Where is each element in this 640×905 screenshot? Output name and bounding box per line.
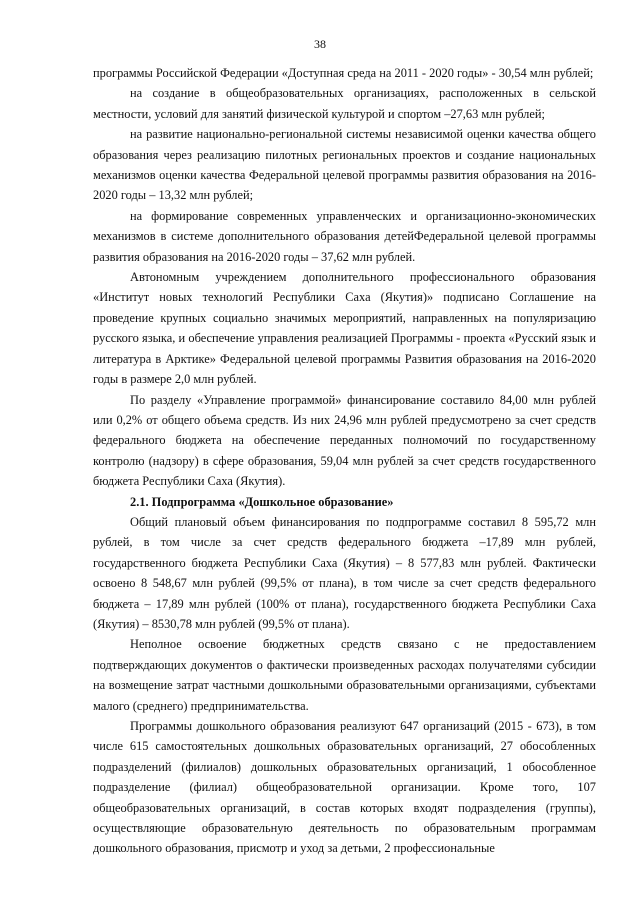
page-body: [93, 63, 596, 859]
paragraph-funding-volume: Общий плановый объем финансирования по подпрограмме составил 8 595,72 млн рублей, в том числе за счет средств федерального бюджета –17,89 млн рублей, государственного бюджета Республики Саха (Якутия) – 8 577,83 млн рублей. Фактически освоено 8 548,67 млн рублей (99,5% от плана), в том числе за счет средств федерального бюджета – 17,89 млн рублей (100% от плана), государственного бюджета Республики Саха (Якутия) – 8530,78 млн рублей (99,5% от плана).: [93, 514, 596, 631]
paragraph-program-management: По разделу «Управление программой» финансирование составило 84,00 млн рублей или 0,2% от общего объема средств. Из них 24,96 млн рублей предусмотрено за счет средств федерального бюджета на обеспечение переданных полномочий по государственному контролю (надзору) в сфере образования, 59,04 млн рублей за счет средств государственного бюджета Республики Саха (Якутия).: [93, 392, 596, 489]
section-heading: 2.1. Подпрограмма «Дошкольное образование»: [130, 494, 394, 509]
page-number: 38: [314, 37, 326, 51]
paragraph-additional-education: на формирование современных управленческих и организационно-экономических механизмов в системе дополнительного образования детейФедеральной целевой программы развития образования на 2016-2020 годы – 37,62 млн рублей.: [93, 208, 596, 264]
paragraph-preschool-organizations: Программы дошкольного образования реализуют 647 организаций (2015 - 673), в том числе 615 самостоятельных дошкольных образовательных организаций, 27 обособленных подразделений (филиалов) дошкольных образовательных организаций, 1 обособленное подразделение (филиал) общеобразовательной организации. Кроме того, 107 общеобразовательных организаций, в состав которых входят подразделения (группы), осуществляющие образовательную деятельность по образовательным программам дошкольного образования, присмотр и уход за детьми, 2 профессиональные: [93, 719, 596, 856]
paragraph-continuation: программы Российской Федерации «Доступная среда на 2011 - 2020 годы» - 30,54 млн рублей;: [93, 66, 594, 80]
paragraph-incomplete-spending: Неполное освоение бюджетных средств связано с не предоставлением подтверждающих документов о фактически произведенных расходах получателями субсидии на возмещение затрат частными дошкольными образовательными организациями, субъектами малого (среднего) предпринимательства.: [93, 637, 596, 713]
paragraph-rural-sports: на создание в общеобразовательных организациях, расположенных в сельской местности, условий для занятий физической культурой и спортом –27,63 млн рублей;: [93, 86, 596, 121]
paragraph-quality-assessment: на развитие национально-региональной системы независимой оценки качества общего образования через реализацию пилотных региональных проектов и создание национальных механизмов оценки качества Федеральной целевой программы развития образования на 2016-2020 годы – 13,32 млн рублей;: [93, 127, 596, 203]
paragraph-institute-agreement: Автономным учреждением дополнительного профессионального образования «Институт новых технологий Республики Саха (Якутия)» подписано Соглашение на проведение крупных социально значимых мероприятий, направленных на популяризацию русского языка, и обеспечение управления реализацией Программы - проекта «Русский язык и литература в Арктике» Федеральной целевой программы Развития образования на 2016-2020 годы в размере 2,0 млн рублей.: [93, 270, 596, 387]
